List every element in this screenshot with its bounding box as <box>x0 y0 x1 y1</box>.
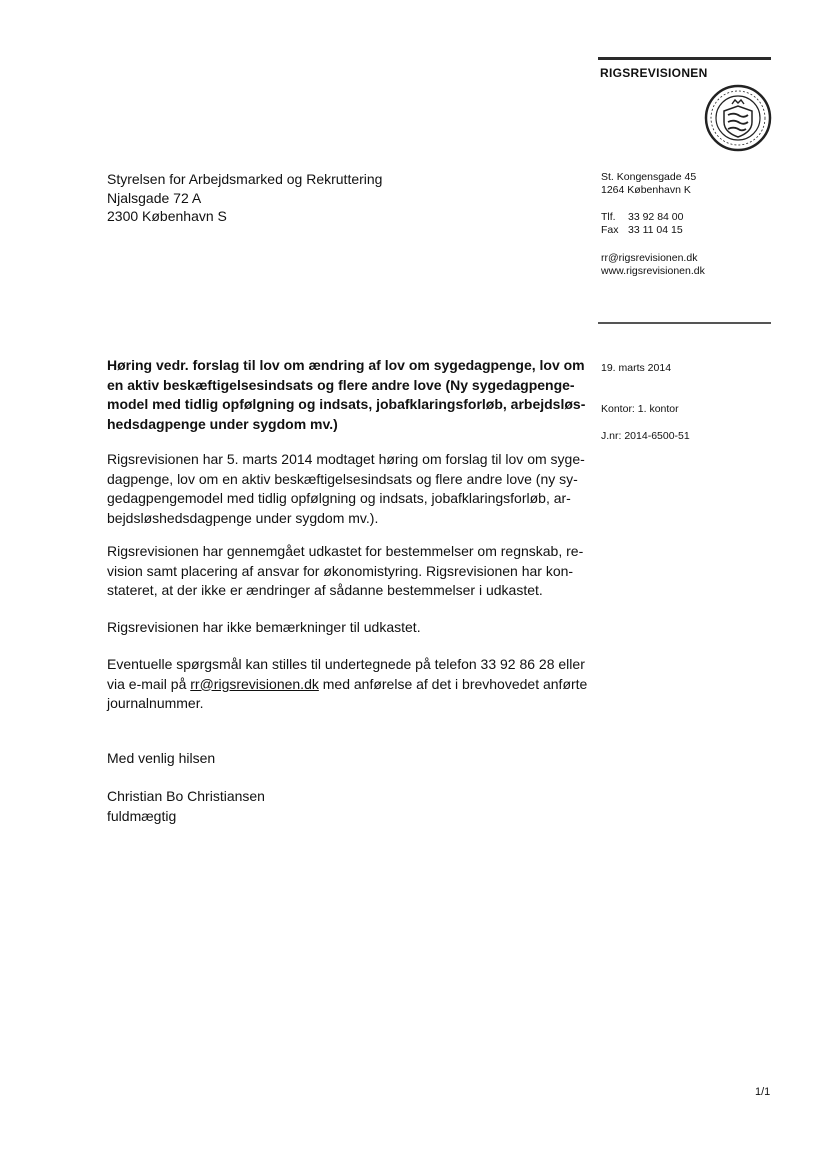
paragraph-text: via e-mail på <box>107 675 191 692</box>
fax-label: Fax <box>601 224 619 236</box>
org-email: rr@rigsrevisionen.dk <box>601 252 698 264</box>
state-seal-icon <box>704 84 772 152</box>
subject-line: Høring vedr. forslag til lov om ændring af lov om sygedagpenge, lov om <box>107 357 585 373</box>
subject-line: model med tidlig opfølgning og indsats, jobafklaringsforløb, arbejdsløs- <box>107 396 586 412</box>
closing-text: Med venlig hilsen <box>107 750 216 766</box>
contact-email-link[interactable]: rr@rigsrevisionen.dk <box>190 675 319 692</box>
paragraph-line: Eventuelle spørgsmål kan stilles til undertegnede på telefon 33 92 86 28 eller <box>107 656 585 672</box>
letter-subject <box>107 356 586 434</box>
letter-office: Kontor: 1. kontor <box>601 403 679 415</box>
subject-line: en aktiv beskæftigelsesindsats og flere andre love (Ny sygedagpenge- <box>107 376 575 393</box>
paragraph-line: journalnummer. <box>107 695 204 711</box>
paragraph-line: Rigsrevisionen har 5. marts 2014 modtaget høring om forslag til lov om syge- <box>107 451 585 467</box>
recipient-name: Styrelsen for Arbejdsmarked og Rekruttering <box>107 171 383 187</box>
paragraph-text: med anførelse af det i brevhovedet anførte <box>318 675 588 692</box>
closing-salutation <box>107 749 577 769</box>
body-paragraph-1 <box>107 450 585 528</box>
paragraph-line: dagpenge, lov om en aktiv beskæftigelsesindsats og flere andre love (ny sy- <box>107 470 578 487</box>
recipient-street: Njalsgade 72 A <box>107 189 202 206</box>
body-paragraph-3 <box>107 618 577 638</box>
paragraph-line: Rigsrevisionen har ikke bemærkninger til udkastet. <box>107 619 421 635</box>
recipient-address <box>107 170 382 226</box>
signer-name: Christian Bo Christiansen <box>107 788 265 804</box>
paragraph-line: stateret, at der ikke er ændringer af sådanne bestemmelser i udkastet. <box>107 582 543 598</box>
body-paragraph-2 <box>107 542 584 601</box>
fax-number: 33 11 04 15 <box>628 224 683 236</box>
subject-line: hedsdagpenge under sygdom mv.) <box>107 415 338 432</box>
letter-date: 19. marts 2014 <box>601 362 672 374</box>
org-phone <box>601 211 683 224</box>
org-website: www.rigsrevisionen.dk <box>601 265 705 277</box>
body-paragraph-4 <box>107 655 588 714</box>
letterhead-top-rule <box>598 57 771 60</box>
org-address-line2: 1264 København K <box>601 184 691 196</box>
phone-label: Tlf. <box>601 211 616 223</box>
signer-title: fuldmægtig <box>107 807 177 824</box>
page-number: 1/1 <box>755 1086 771 1098</box>
paragraph-line <box>107 675 588 695</box>
paragraph-line: Rigsrevisionen har gennemgået udkastet for bestemmelser om regnskab, re- <box>107 543 584 559</box>
paragraph-line: bejdsløshedsdagpenge under sygdom mv.). <box>107 509 379 526</box>
org-name: RIGSREVISIONEN <box>600 66 708 80</box>
recipient-city: 2300 København S <box>107 208 227 224</box>
letterhead-divider-rule <box>598 322 771 324</box>
letter-journal-number: J.nr: 2014-6500-51 <box>601 430 690 442</box>
signer-block <box>107 787 577 826</box>
org-fax <box>601 224 683 237</box>
org-address-line1: St. Kongensgade 45 <box>601 171 697 183</box>
paragraph-line: vision samt placering af ansvar for økonomistyring. Rigsrevisionen har kon- <box>107 562 574 579</box>
phone-number: 33 92 84 00 <box>628 211 684 223</box>
paragraph-line: gedagpengemodel med tidlig opfølgning og indsats, jobafklaringsforløb, ar- <box>107 490 571 506</box>
